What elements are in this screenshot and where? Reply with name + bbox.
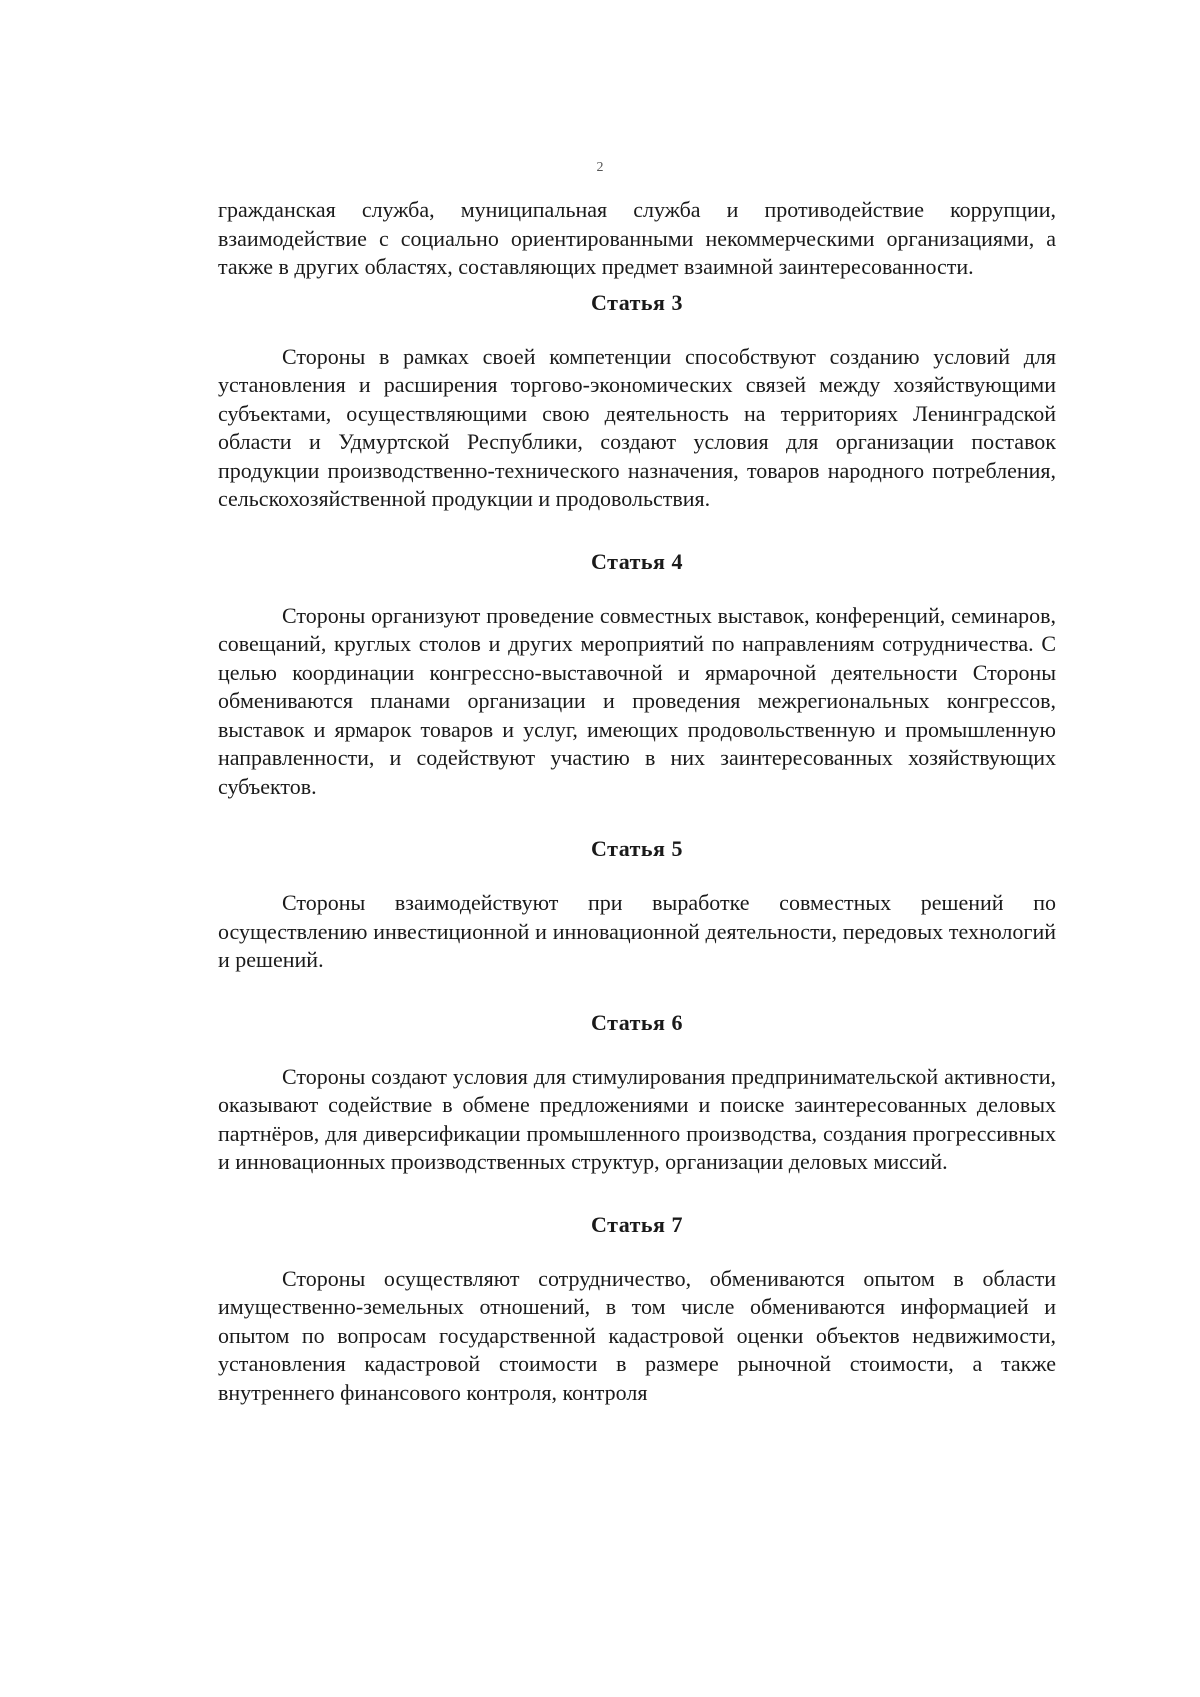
article-3-heading: Статья 3 bbox=[591, 289, 683, 315]
article-4-text: Стороны организуют проведение совместных выставок, конференций, семинаров, совещаний, круглых столов и других мероприятий по направлениям сотрудничества. С целью координации конгрессно-выставочной и ярмарочной деятельности Стороны обмениваются планами организации и проведения межрегиональных конгрессов, выставок и ярмарок товаров и услуг, имеющих продовольственную и промышленную направленности, и содействуют участию в них заинтересованных хозяйствующих субъектов. bbox=[218, 602, 1056, 799]
document-body bbox=[218, 196, 1056, 1407]
intro-paragraph: гражданская служба, муниципальная служба и противодействие коррупции, взаимодействие с социально ориентированными некоммерческими организациями, а также в других областях, составляющих предмет взаимной заинтересованности. bbox=[218, 197, 1056, 279]
article-7-heading: Статья 7 bbox=[591, 1211, 683, 1237]
article-3 bbox=[218, 289, 1056, 514]
article-4 bbox=[218, 548, 1056, 802]
article-6-heading: Статья 6 bbox=[591, 1009, 683, 1035]
article-6-text: Стороны создают условия для стимулирования предпринимательской активности, оказывают содействие в обмене предложениями и поиске заинтересованных деловых партнёров, для диверсификации промышленного производства, создания прогрессивных и инновационных производственных структур, организации деловых миссий. bbox=[218, 1063, 1056, 1174]
article-6 bbox=[218, 1009, 1056, 1177]
article-7 bbox=[218, 1211, 1056, 1408]
article-7-text: Стороны осуществляют сотрудничество, обмениваются опытом в области имущественно-земельных отношений, в том числе обмениваются информацией и опытом по вопросам государственной кадастровой оценки объектов недвижимости, установления кадастровой стоимости в размере рыночной стоимости, а также внутреннего финансового контроля, контроля bbox=[218, 1265, 1056, 1405]
article-5-text: Стороны взаимодействуют при выработке совместных решений по осуществлению инвестиционной и инновационной деятельности, передовых технологий и решений. bbox=[218, 890, 1056, 972]
article-4-heading: Статья 4 bbox=[591, 548, 683, 574]
article-5 bbox=[218, 835, 1056, 975]
page-number: 2 bbox=[596, 160, 604, 175]
article-5-heading: Статья 5 bbox=[591, 836, 683, 861]
article-3-text: Стороны в рамках своей компетенции способствуют созданию условий для установления и расширения торгово-экономических связей между хозяйствующими субъектами, осуществляющими свою деятельность на территориях Ленинградской области и Удмуртской Республики, создают условия для организации поставок продукции производственно-технического назначения, товаров народного потребления, сельскохозяйственной продукции и продовольствия. bbox=[218, 343, 1056, 511]
